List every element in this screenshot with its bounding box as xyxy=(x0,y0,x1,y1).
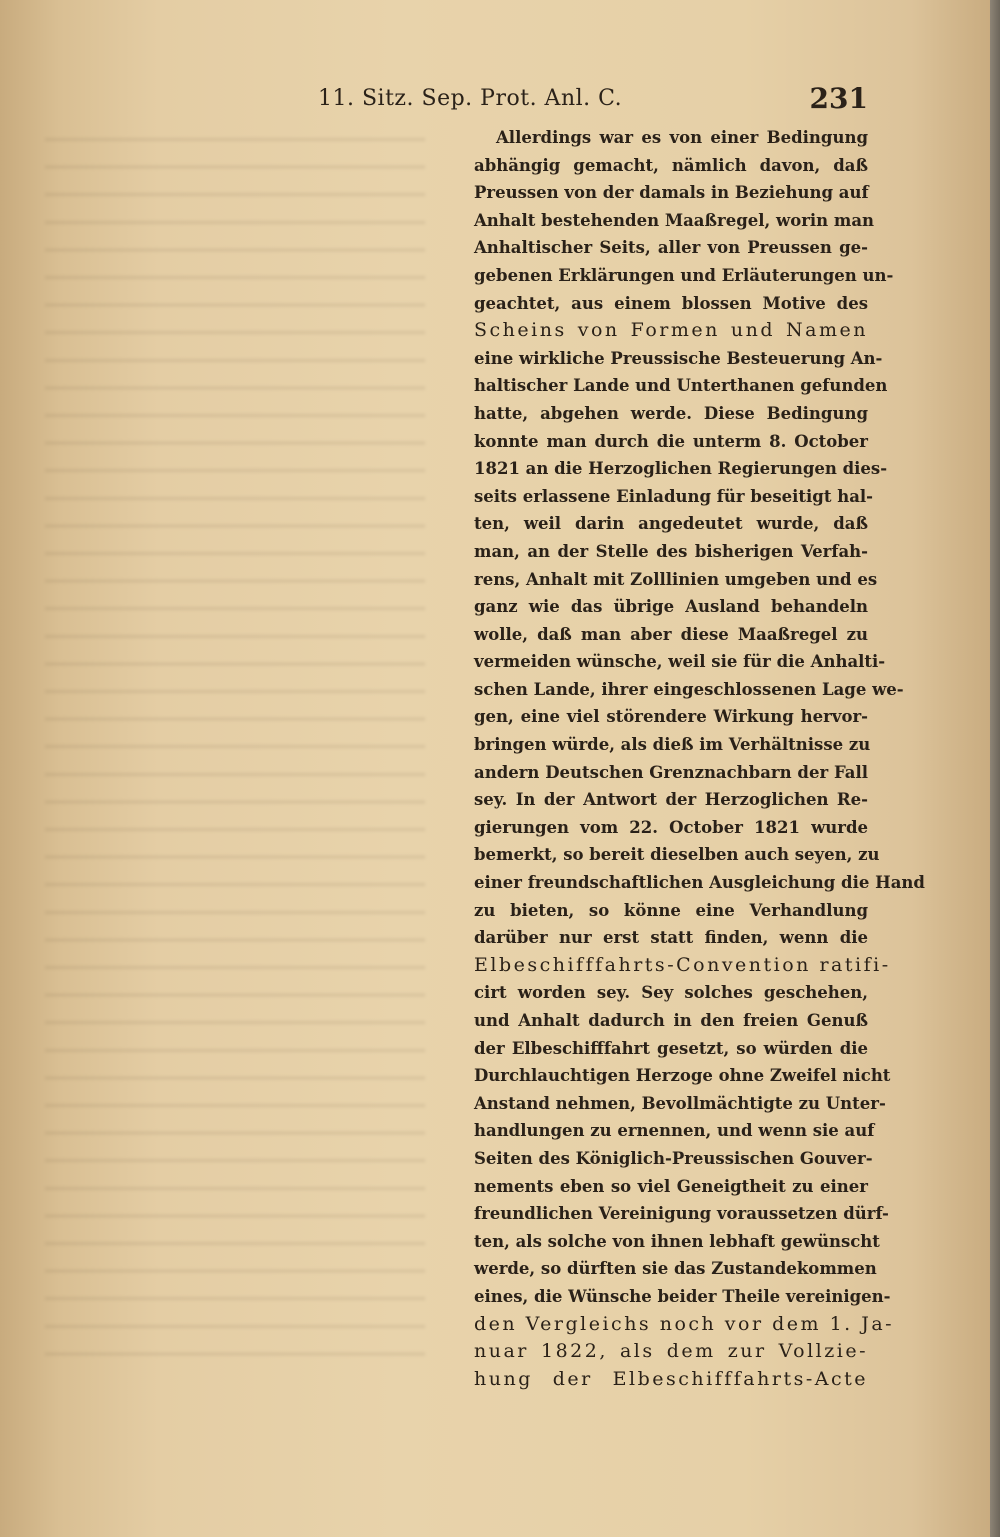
text-line: der Elbeschifffahrt gesetzt, so würden die xyxy=(474,1038,868,1058)
text-line: Seiten des Königlich-Preussischen Gouver- xyxy=(474,1148,873,1168)
text-line: Preussen von der damals in Beziehung auf xyxy=(474,183,869,203)
text-line: ganz wie das übrige Ausland behandeln xyxy=(474,597,868,617)
text-line: und Anhalt dadurch in den freien Genuß xyxy=(474,1011,868,1030)
text-line: hung der Elbeschifffahrts-Acte xyxy=(474,1367,868,1390)
text-line: handlungen zu ernennen, und wenn sie auf xyxy=(474,1121,875,1141)
text-line: eines, die Wünsche beider Theile vereinigen- xyxy=(474,1286,891,1306)
text-line: bemerkt, so bereit dieselben auch seyen, zu xyxy=(474,845,880,865)
text-line: werde, so dürften sie das Zustandekommen xyxy=(474,1259,877,1279)
text-line: einer freundschaftlichen Ausgleichung die Hand xyxy=(474,873,925,893)
text-line: ten, als solche von ihnen lebhaft gewünscht xyxy=(474,1231,880,1251)
text-line: darüber nur erst statt finden, wenn die xyxy=(474,928,868,948)
text-line: eine wirkliche Preussische Besteuerung An- xyxy=(474,348,883,368)
text-line: den Vergleichs noch vor dem 1. Ja- xyxy=(474,1312,895,1335)
text-line: 1821 an die Herzoglichen Regierungen dies- xyxy=(474,459,888,479)
text-line: geachtet, aus einem blossen Motive des xyxy=(474,293,868,313)
text-line: hatte, abgehen werde. Diese Bedingung xyxy=(474,403,868,423)
text-line: gierungen vom 22. October 1821 wurde xyxy=(474,817,868,837)
text-line: cirt worden sey. Sey solches geschehen, xyxy=(474,983,868,1003)
text-line: Anhaltischer Seits, aller von Preussen ge- xyxy=(474,238,868,258)
text-line: freundlichen Vereinigung voraussetzen dürf- xyxy=(474,1204,889,1224)
text-line: abhängig gemacht, nämlich davon, daß xyxy=(474,155,868,175)
text-line: Anhalt bestehenden Maaßregel, worin man xyxy=(474,210,875,230)
body-text xyxy=(474,124,925,1393)
text-line: seits erlassene Einladung für beseitigt hal- xyxy=(474,486,874,506)
text-line: zu bieten, so könne eine Verhandlung xyxy=(474,900,868,920)
text-line: Allerdings war es von einer Bedingung xyxy=(496,128,868,147)
page-number: 231 xyxy=(809,82,868,115)
text-line: nuar 1822, als dem zur Vollzie- xyxy=(474,1340,868,1363)
text-line: andern Deutschen Grenznachbarn der Fall xyxy=(474,762,868,782)
running-head: 11. Sitz. Sep. Prot. Anl. C. xyxy=(318,86,623,111)
text-line: konnte man durch die unterm 8. October xyxy=(474,431,868,451)
text-line: man, an der Stelle des bisherigen Verfah- xyxy=(474,541,868,561)
text-line: wolle, daß man aber diese Maaßregel zu xyxy=(474,624,868,644)
text-line: sey. In der Antwort der Herzoglichen Re- xyxy=(474,790,868,810)
page-edge xyxy=(990,0,1000,1537)
page-header xyxy=(318,84,868,118)
text-line: gen, eine viel störendere Wirkung hervor- xyxy=(474,707,868,727)
text-line: rens, Anhalt mit Zolllinien umgeben und es xyxy=(474,569,878,589)
text-line: Durchlauchtigen Herzoge ohne Zweifel nicht xyxy=(474,1066,891,1086)
bleed-through-text xyxy=(45,120,425,1370)
text-line: nements eben so viel Geneigtheit zu einer xyxy=(474,1176,868,1196)
text-line: gebenen Erklärungen und Erläuterungen un- xyxy=(474,265,894,285)
text-line: haltischer Lande und Unterthanen gefunden xyxy=(474,376,888,396)
text-line: bringen würde, als dieß im Verhältnisse zu xyxy=(474,735,871,755)
text-line: Scheins von Formen und Namen xyxy=(474,319,868,342)
text-line: Elbeschifffahrts-Convention ratifi- xyxy=(474,953,891,976)
text-line: Anstand nehmen, Bevollmächtigte zu Unter- xyxy=(474,1093,886,1113)
text-line: schen Lande, ihrer eingeschlossenen Lage we- xyxy=(474,679,904,699)
text-line: vermeiden wünsche, weil sie für die Anhalti- xyxy=(474,652,886,672)
text-line: ten, weil darin angedeutet wurde, daß xyxy=(474,514,868,534)
